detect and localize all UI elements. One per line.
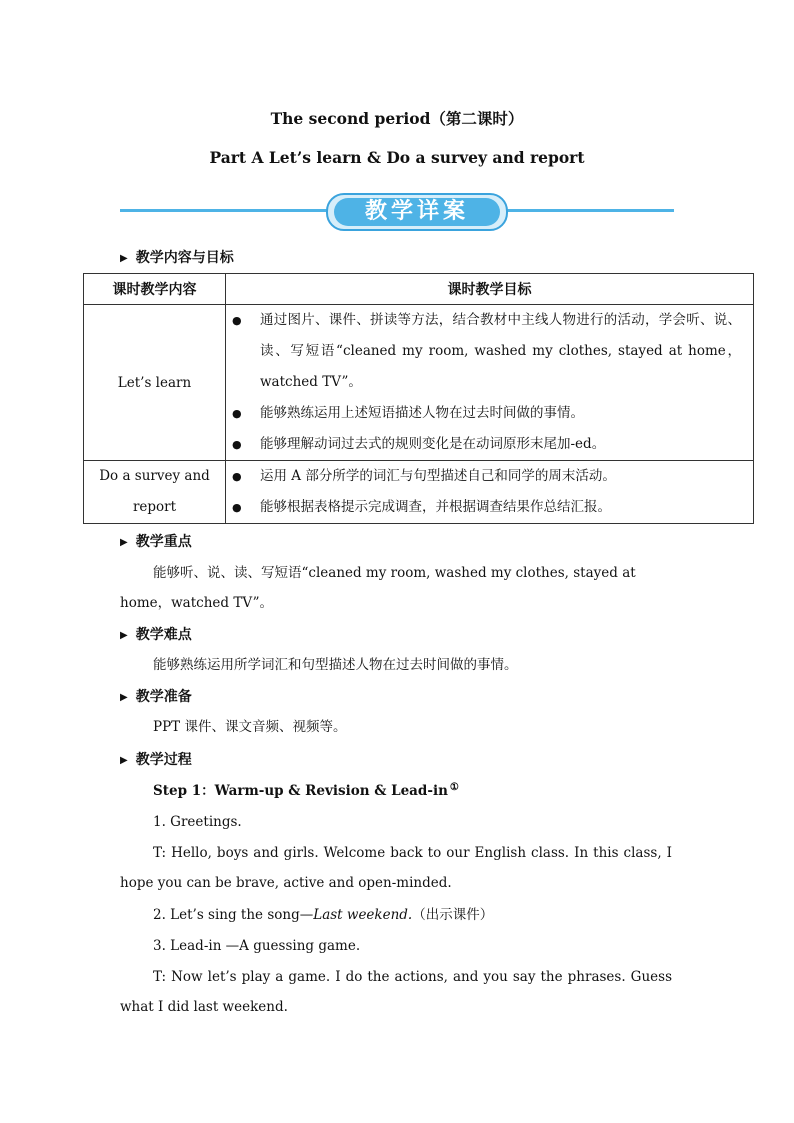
bullet-dot-icon: ● [232, 407, 242, 420]
bullet-dot-icon: ● [232, 438, 242, 451]
goal-item: ● 通过图片、课件、拼读等方法，结合教材中主线人物进行的活动，学会听、说、读、写短语“cleaned my room, washed my clothes, stayed at home，watched TV”。 [226, 305, 753, 398]
table-header-goals: 课时教学目标 [226, 274, 754, 305]
page-title: The second period（第二课时） [270, 109, 524, 128]
bullet-dot-icon: ● [232, 470, 242, 483]
table-cell-content: Do a survey and report [84, 461, 226, 524]
table-row [84, 305, 754, 461]
table-header-content: 课时教学内容 [84, 274, 226, 305]
bullet-dot-icon: ● [232, 314, 242, 327]
step1-line-greetings: 1. Greetings. [153, 814, 242, 830]
triangle-bullet-icon: ▶ [120, 755, 128, 766]
table-cell-goals [226, 461, 754, 524]
song-title: Last weekend. [313, 907, 413, 923]
table-row [84, 461, 754, 524]
page-subtitle: Part A Let’s learn & Do a survey and report [209, 148, 585, 167]
step1-line-game: T: Now let’s play a game. I do the actions, and you say the phrases. Guess what I did last weekend. [120, 969, 672, 1015]
triangle-bullet-icon: ▶ [120, 692, 128, 703]
section-heading-difficult: ▶ 教学难点 [120, 627, 192, 643]
goal-item: ● 能够根据表格提示完成调查，并根据调查结果作总结汇报。 [226, 492, 753, 523]
bullet-dot-icon: ● [232, 501, 242, 514]
table-header-row [84, 274, 754, 305]
table-cell-content: Let’s learn [84, 305, 226, 461]
table-cell-goals [226, 305, 754, 461]
prep-text: PPT 课件、课文音频、视频等。 [153, 719, 347, 735]
step1-line-song: 2. Let’s sing the song—Last weekend.（出示课件） [153, 907, 494, 923]
goal-item: ● 能够熟练运用上述短语描述人物在过去时间做的事情。 [226, 398, 753, 429]
objectives-table [83, 273, 754, 524]
goal-item: ● 运用 A 部分所学的词汇与句型描述自己和同学的周末活动。 [226, 461, 753, 492]
section-heading-content: ▶ 教学内容与目标 [120, 250, 234, 266]
triangle-bullet-icon: ▶ [120, 537, 128, 548]
section-heading-key: ▶ 教学重点 [120, 534, 192, 550]
goal-item: ● 能够理解动词过去式的规则变化是在动词原形末尾加-ed。 [226, 429, 753, 460]
key-text: 能够听、说、读、写短语“cleaned my room, washed my clothes, stayed at home，watched TV”。 [120, 565, 636, 611]
difficult-text: 能够熟练运用所学词汇和句型描述人物在过去时间做的事情。 [153, 657, 518, 673]
footnote-mark: ① [449, 782, 459, 793]
banner-text: 教学详案 [364, 199, 469, 224]
triangle-bullet-icon: ▶ [120, 253, 128, 264]
step1-heading: Step 1：Warm-up & Revision & Lead-in ① [153, 782, 459, 799]
section-heading-process: ▶ 教学过程 [120, 752, 192, 768]
triangle-bullet-icon: ▶ [120, 630, 128, 641]
step1-line-leadin: 3. Lead-in —A guessing game. [153, 938, 361, 954]
banner-pill [326, 193, 508, 231]
step1-line-teacher: T: Hello, boys and girls. Welcome back to our English class. In this class, I hope you can be brave, active and open-minded. [120, 845, 672, 891]
section-banner [120, 192, 674, 232]
section-heading-prep: ▶ 教学准备 [120, 689, 192, 705]
